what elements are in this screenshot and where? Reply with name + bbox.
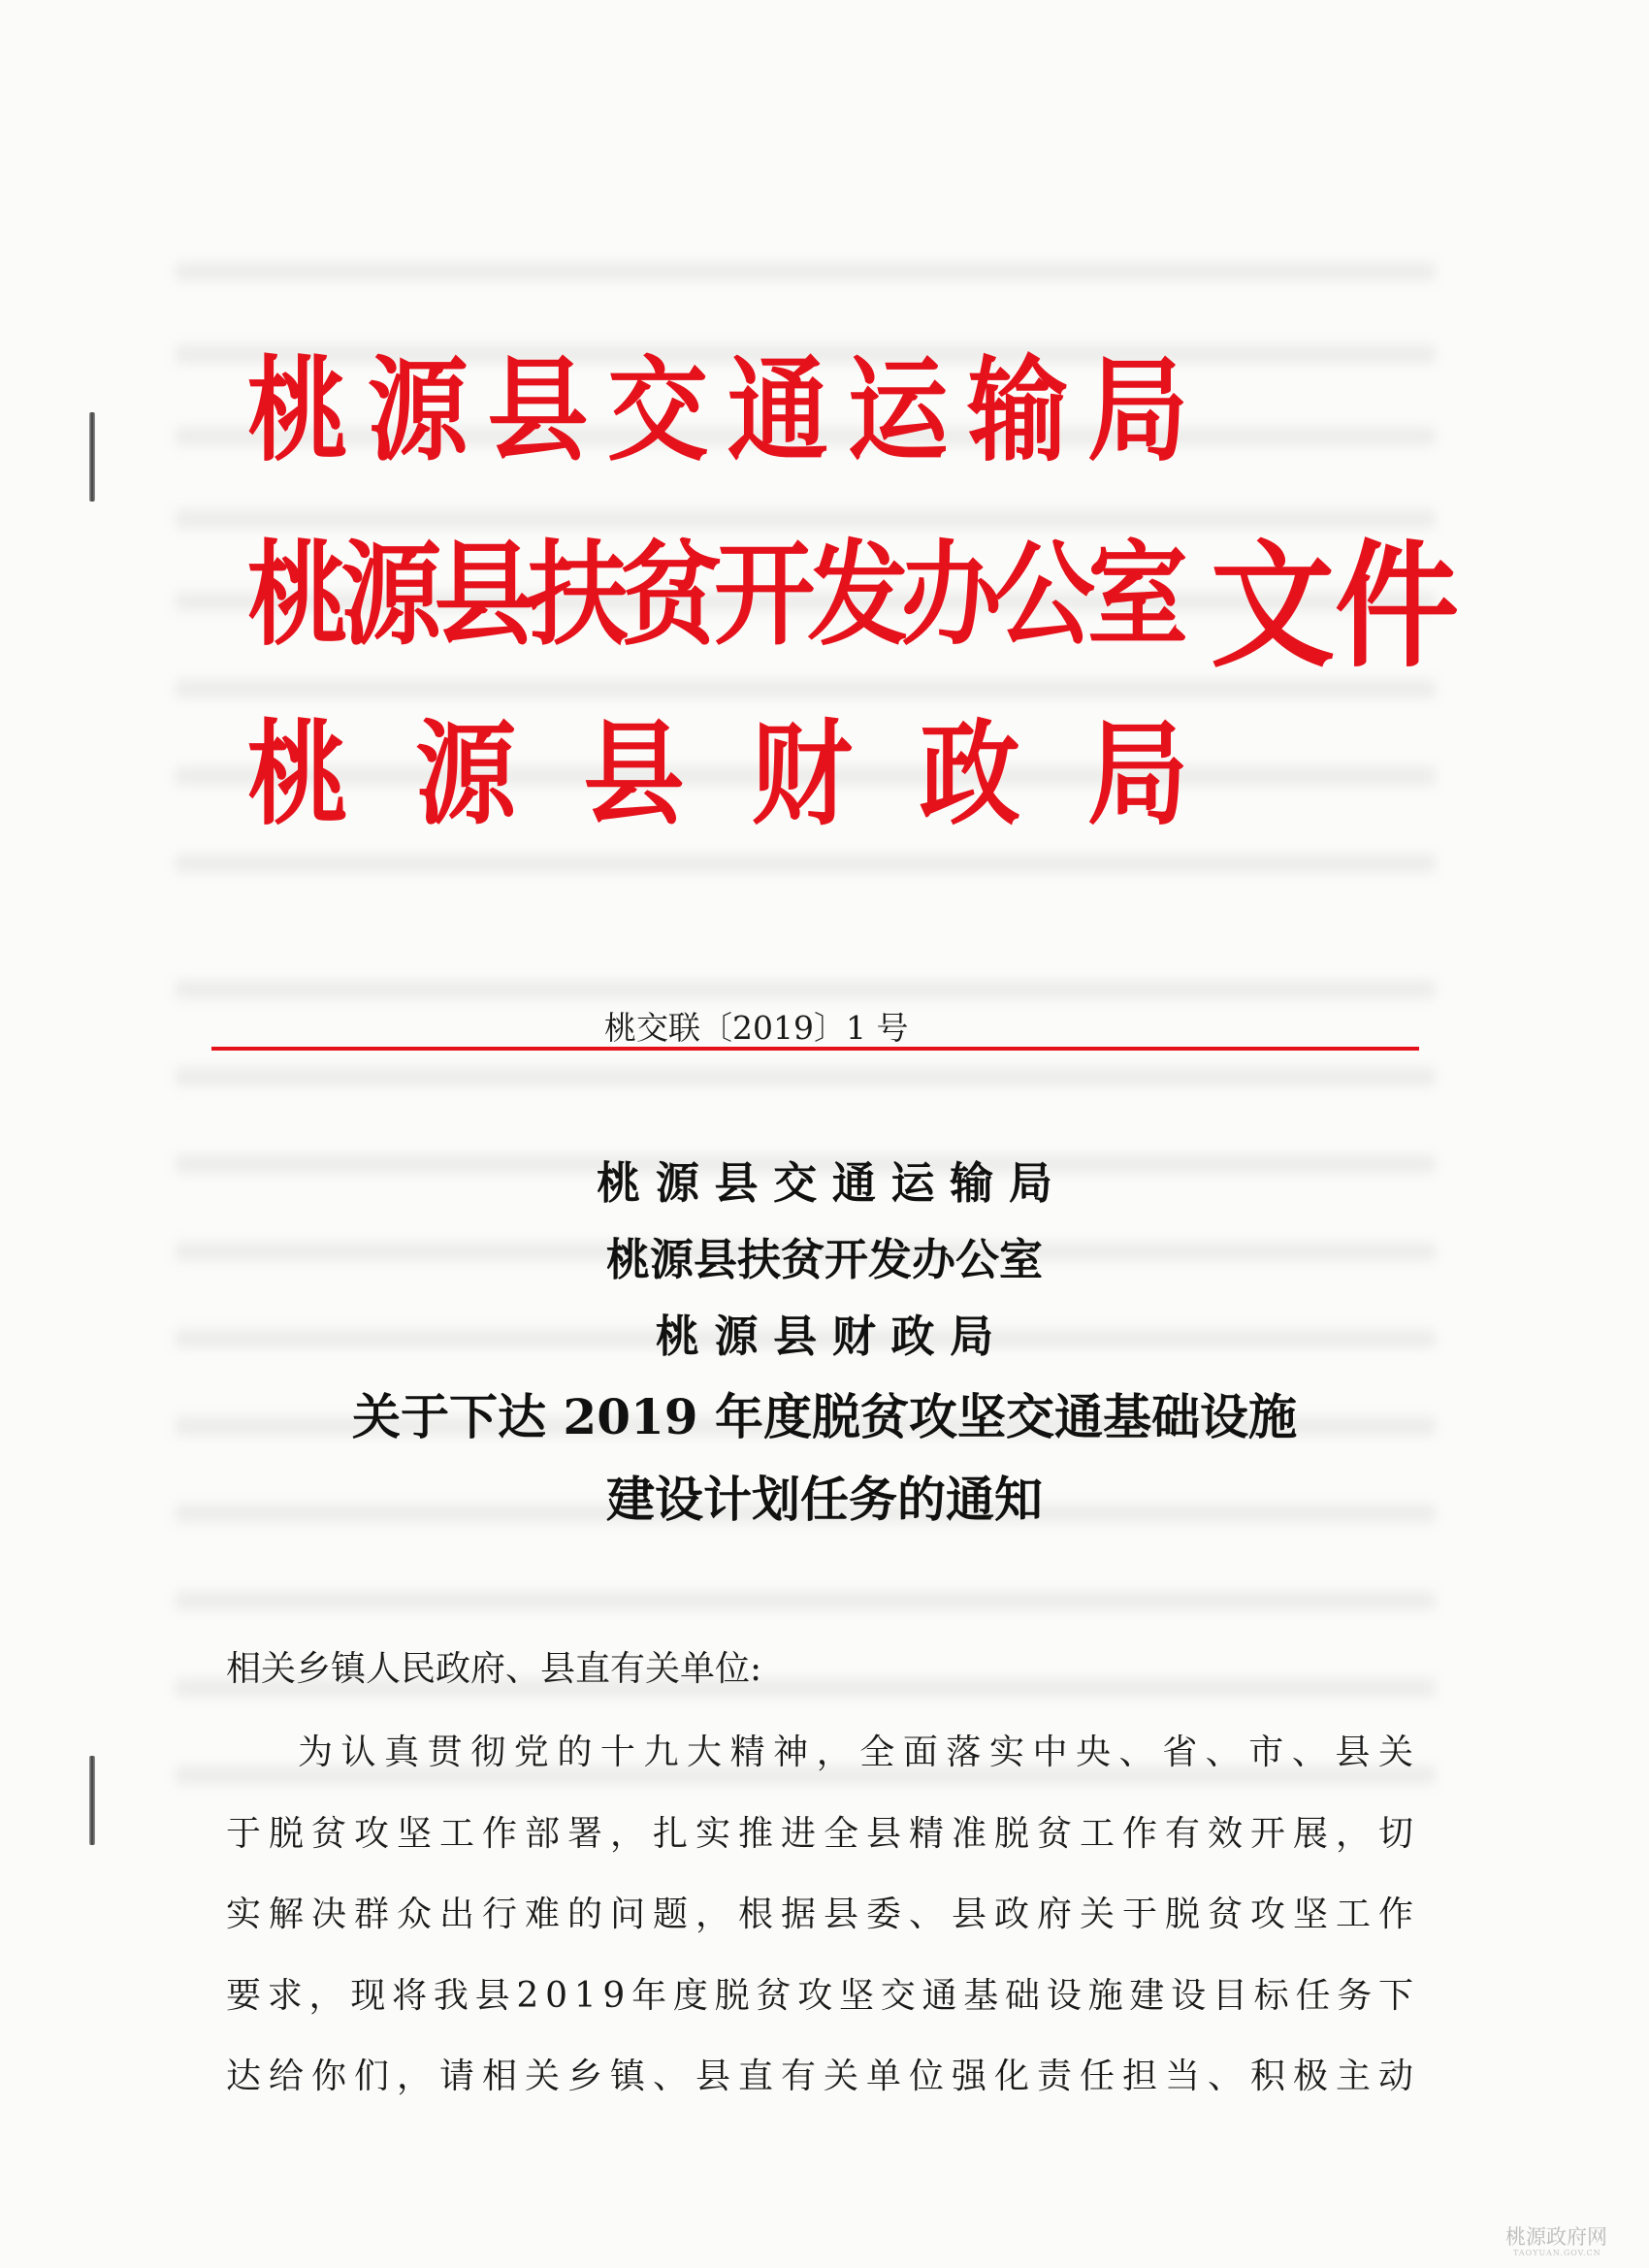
- staple-top: [89, 412, 95, 502]
- title-subject-line-2: 建设计划任务的通知: [606, 1471, 1043, 1528]
- title-issuer-3: 桃 源 县 财 政 局: [655, 1311, 994, 1362]
- issuer-org-line-1: 桃 源 县 交 通 运 输 局: [247, 342, 1180, 477]
- title-issuer-1: 桃 源 县 交 通 运 输 局: [597, 1157, 1052, 1209]
- salutation: 相关乡镇人民政府、县直有关单位:: [226, 1649, 762, 1689]
- site-watermark-url: TAOYUAN.GOV.CN: [1513, 2249, 1601, 2257]
- body-line: 于脱贫攻坚工作部署，扎实推进全县精准脱贫工作有效开展，切: [226, 1814, 1421, 1854]
- title-issuer-2: 桃源县扶贫开发办公室: [605, 1234, 1043, 1285]
- red-divider-line: [211, 1047, 1419, 1051]
- document-type-label: 文件: [1211, 526, 1460, 687]
- body-line: 为认真贯彻党的十九大精神，全面落实中央、省、市、县关: [298, 1733, 1422, 1772]
- body-line: 实解决群众出行难的问题，根据县委、县政府关于脱贫攻坚工作: [226, 1895, 1421, 1934]
- issuer-org-line-3: 桃 源 县 财 政 局: [247, 706, 1205, 841]
- document-number: 桃交联〔2019〕1 号: [604, 1009, 909, 1047]
- issuer-org-line-2: 桃源县扶贫开发办公室: [247, 527, 1181, 662]
- staple-bottom: [89, 1756, 95, 1845]
- body-line: 达给你们，请相关乡镇、县直有关单位强化责任担当、积极主动: [226, 2057, 1421, 2096]
- site-watermark: 桃源政府网: [1505, 2225, 1607, 2249]
- body-line: 要求，现将我县2019年度脱贫攻坚交通基础设施建设目标任务下: [226, 1976, 1420, 2016]
- title-subject-line-1: 关于下达 2019 年度脱贫攻坚交通基础设施: [352, 1388, 1297, 1445]
